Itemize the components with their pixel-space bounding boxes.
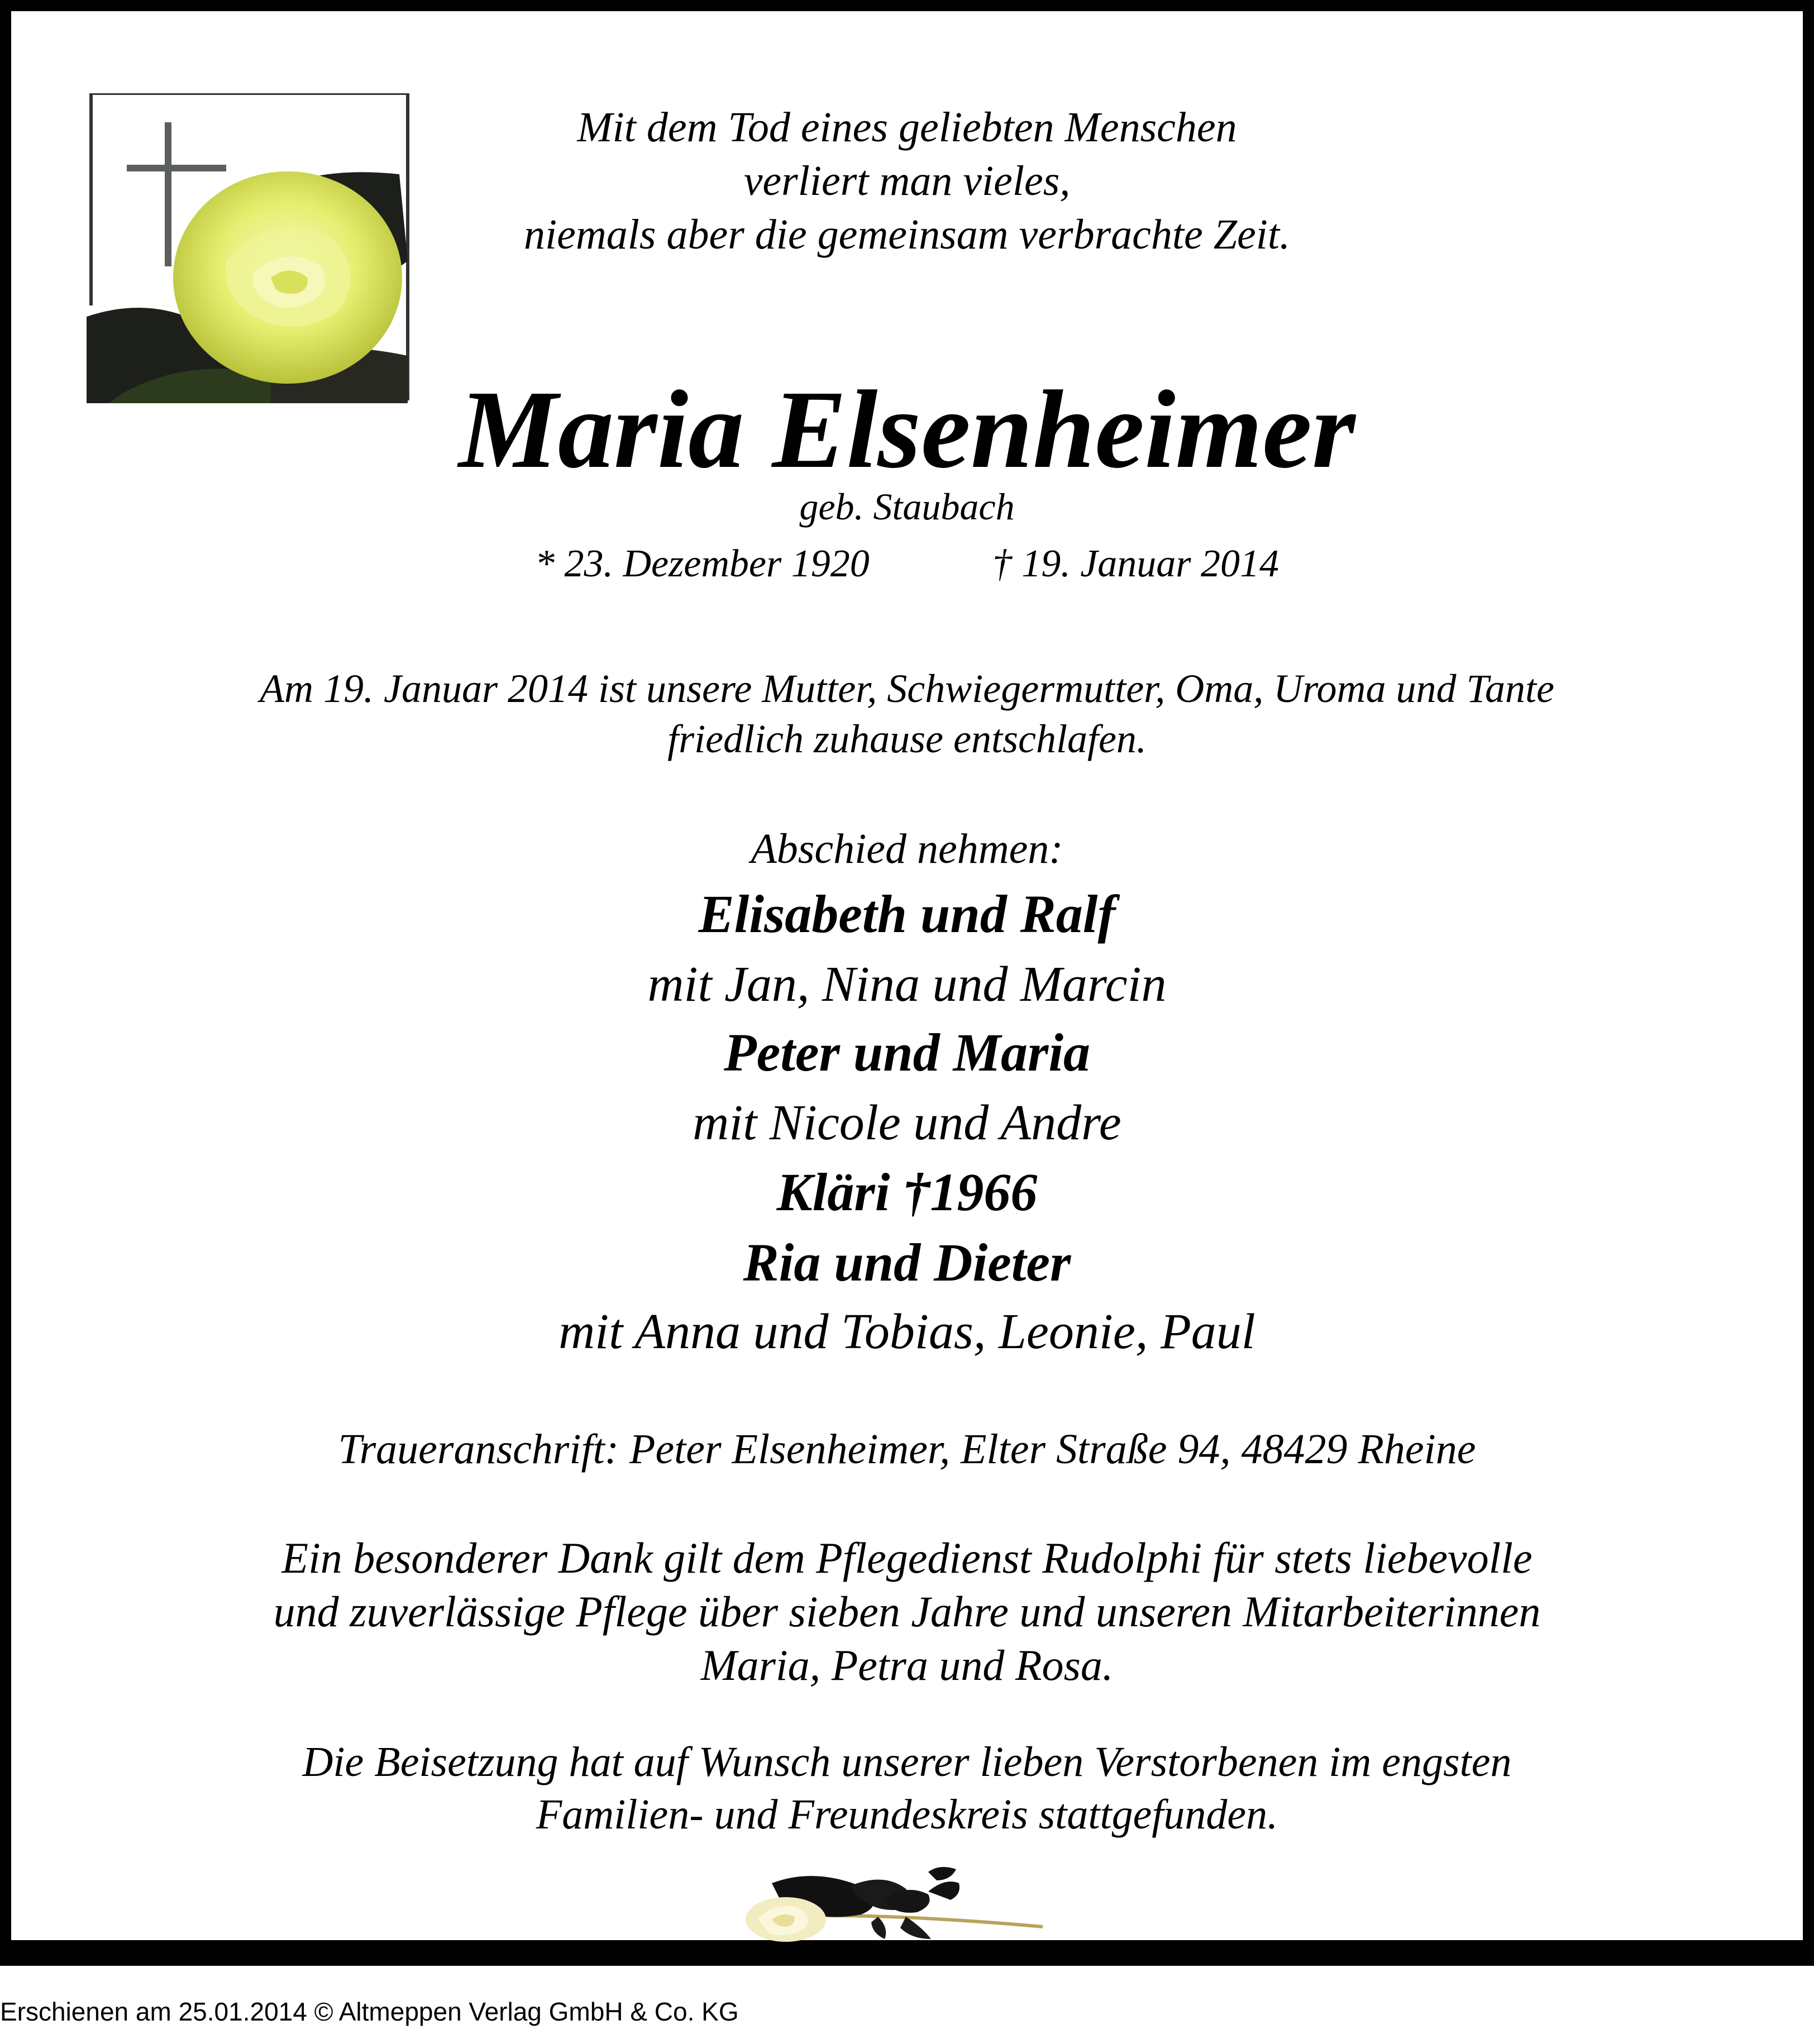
family-member: Ria und Dieter bbox=[743, 1233, 1071, 1292]
quote-line: Mit dem Tod eines geliebten Menschen bbox=[577, 104, 1237, 151]
announcement bbox=[0, 663, 1814, 764]
burial-line: Familien- und Freundeskreis stattgefunden. bbox=[536, 1791, 1278, 1838]
thanks-line: Maria, Petra und Rosa. bbox=[700, 1641, 1114, 1689]
opening-quote bbox=[0, 101, 1814, 261]
death-date: † 19. Januar 2014 bbox=[992, 542, 1280, 585]
publication-footer: Erschienen am 25.01.2014 © Altmeppen Verlag GmbH & Co. KG bbox=[0, 1997, 739, 2026]
family-member: mit Jan, Nina und Marcin bbox=[647, 957, 1167, 1012]
quote-line: verliert man vieles, bbox=[743, 157, 1071, 204]
burial-line: Die Beisetzung hat auf Wunsch unserer lieben Verstorbenen im engsten bbox=[302, 1739, 1512, 1785]
deceased-name: Maria Elsenheimer bbox=[459, 368, 1355, 491]
family-member: Elisabeth und Ralf bbox=[698, 884, 1116, 944]
announcement-line: friedlich zuhause entschlafen. bbox=[667, 717, 1147, 761]
life-dates bbox=[0, 539, 1814, 589]
thanks-line: und zuverlässige Pflege über sieben Jahre und unseren Mitarbeiterinnen bbox=[273, 1587, 1541, 1636]
thanks-line: Ein besonderer Dank gilt dem Pflegedienst Rudolphi für stets liebevolle bbox=[281, 1534, 1533, 1582]
quote-line: niemals aber die gemeinsam verbrachte Zeit. bbox=[524, 211, 1290, 258]
thanks-note bbox=[0, 1531, 1814, 1692]
announcement-line: Am 19. Januar 2014 ist unsere Mutter, Schwiegermutter, Oma, Uroma und Tante bbox=[260, 666, 1554, 711]
birth-date: * 23. Dezember 1920 bbox=[534, 542, 870, 585]
farewell-heading: Abschied nehmen: bbox=[751, 825, 1063, 872]
mourning-address: Traueranschrift: Peter Elsenheimer, Elter Straße 94, 48429 Rheine bbox=[338, 1426, 1476, 1473]
family-member: mit Nicole und Andre bbox=[693, 1095, 1121, 1150]
burial-note bbox=[0, 1736, 1814, 1841]
maiden-name: geb. Staubach bbox=[799, 485, 1015, 528]
family-member: mit Anna und Tobias, Leonie, Paul bbox=[558, 1304, 1256, 1359]
family-member: Peter und Maria bbox=[723, 1023, 1091, 1082]
rose-icon bbox=[738, 1861, 1051, 1943]
family-member: Kläri †1966 bbox=[776, 1162, 1038, 1222]
